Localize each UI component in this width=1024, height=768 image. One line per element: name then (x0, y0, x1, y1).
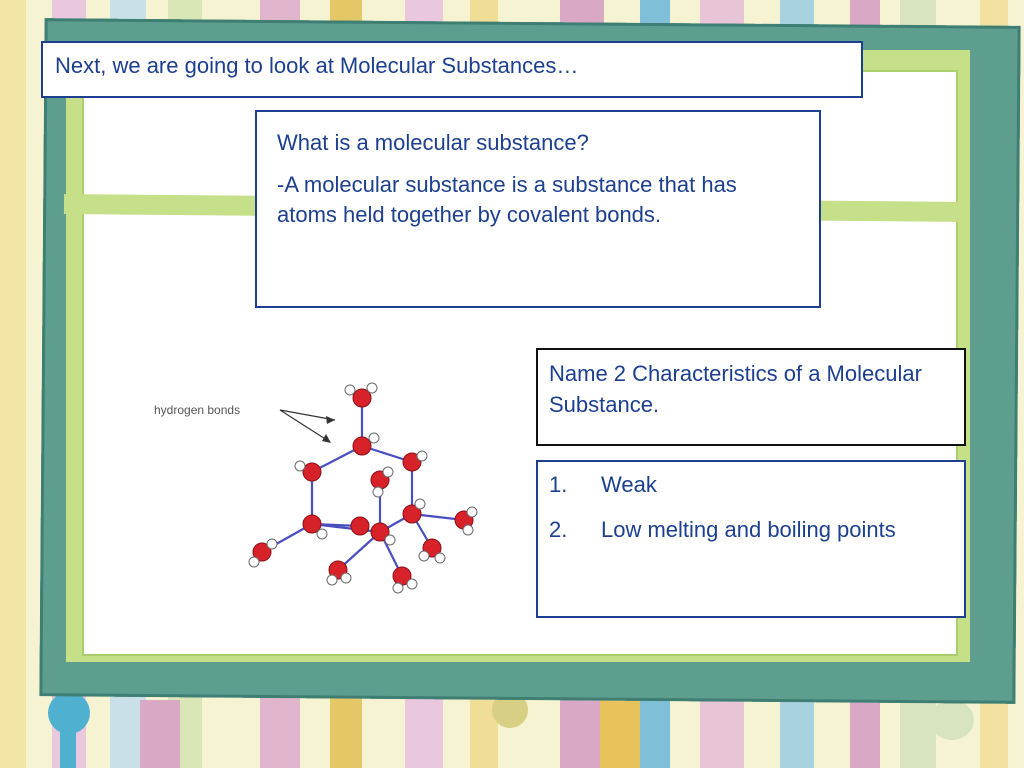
list-item (549, 470, 953, 500)
list-text: Low melting and boiling points (601, 517, 896, 542)
characteristics-prompt: Name 2 Characteristics of a Molecular Substance. (536, 348, 966, 446)
diagram-label: hydrogen bonds (154, 403, 241, 417)
water-molecule-diagram (150, 380, 490, 600)
definition-question: What is a molecular substance? (277, 130, 589, 155)
list-text: Weak (601, 472, 657, 497)
list-number: 1. (549, 472, 568, 497)
list-number: 2. (549, 517, 568, 542)
slide-title: Next, we are going to look at Molecular Substances… (41, 41, 863, 98)
definition-answer: -A molecular substance is a substance that has atoms held together by covalent bonds. (277, 172, 737, 227)
characteristics-list (536, 460, 966, 618)
definition-box (255, 110, 821, 308)
list-item (549, 515, 953, 545)
